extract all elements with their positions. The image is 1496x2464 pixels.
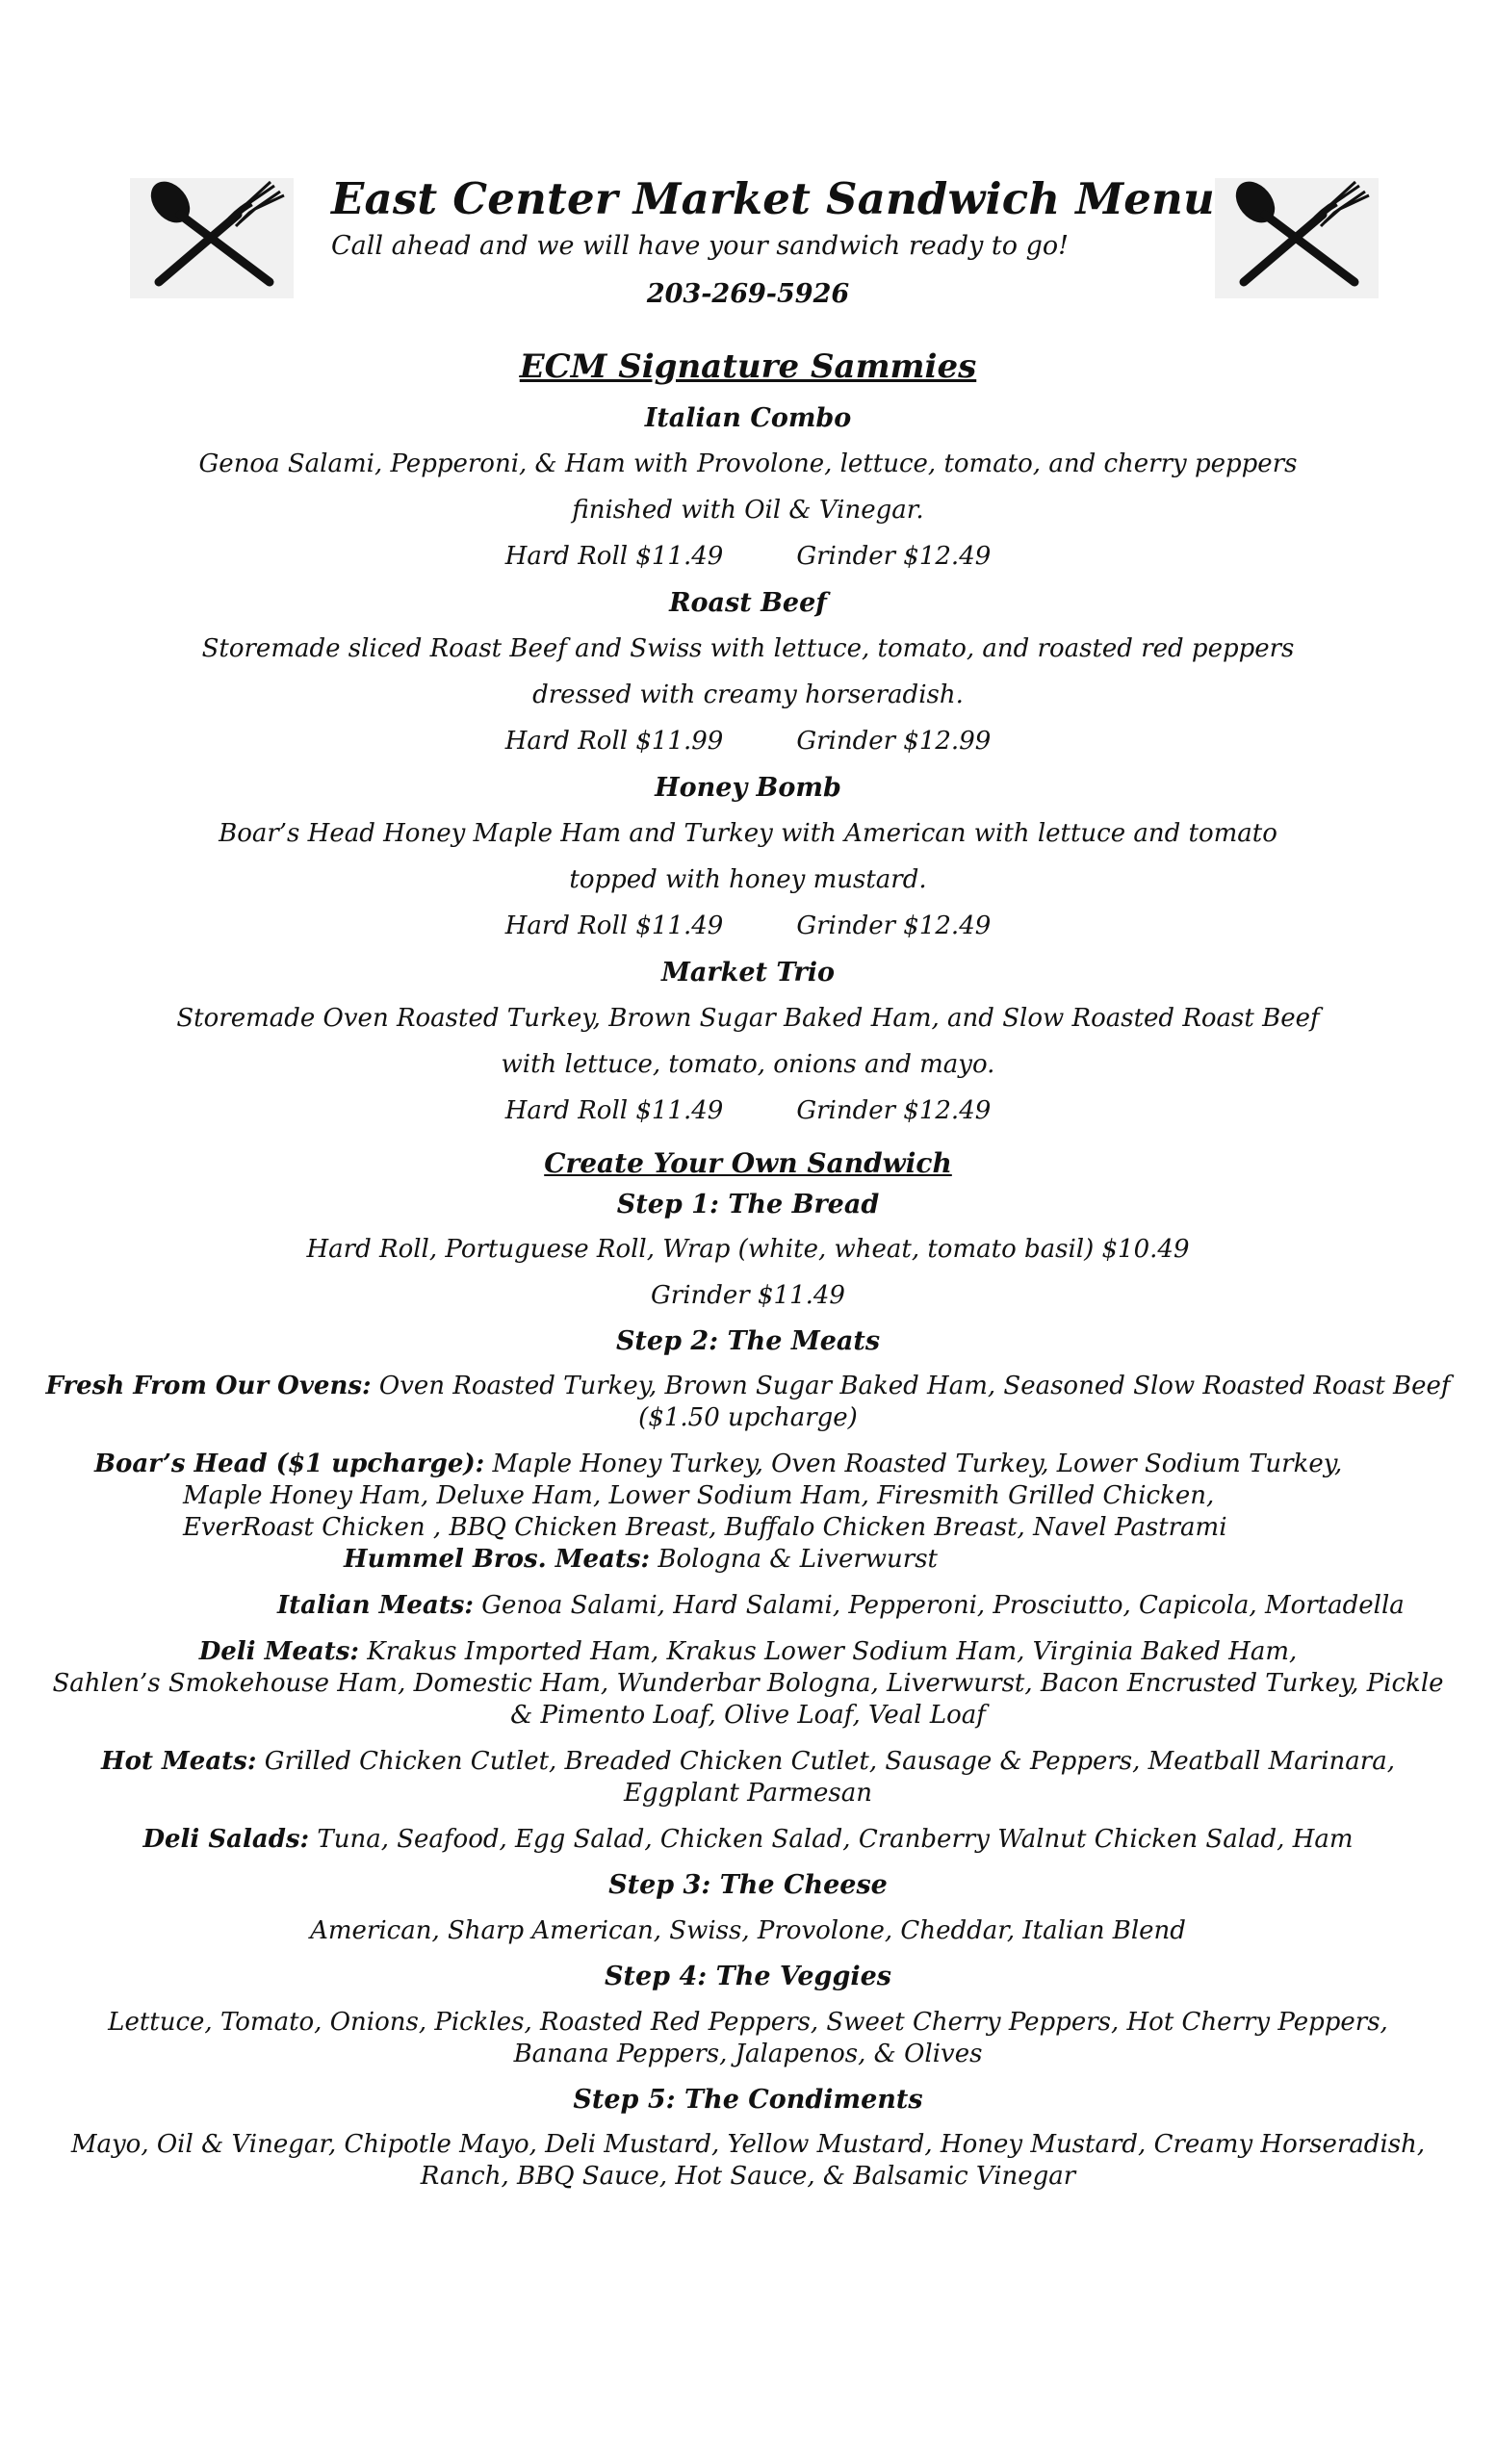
item-description: with lettuce, tomato, onions and mayo. (501, 1050, 995, 1079)
step-title: Step 4: The Veggies (605, 1962, 891, 1991)
meats-deli (39, 1636, 1457, 1668)
price-hard-roll: Hard Roll $11.49 (504, 1096, 724, 1125)
item-prices (39, 911, 1457, 942)
item-description: Genoa Salami, Pepperoni, & Ham with Provolone, lettuce, tomato, and cherry peppers (198, 449, 1298, 478)
meats-italian-label: Italian Meats: (277, 1591, 474, 1620)
price-grinder: Grinder $12.49 (796, 911, 992, 940)
item-name: Roast Beef (669, 588, 827, 618)
item-description: finished with Oil & Vinegar. (572, 496, 924, 525)
meats-salads-text: Tuna, Seafood, Egg Salad, Chicken Salad, Cranberry Walnut Chicken Salad, Ham (317, 1825, 1354, 1854)
item-name: Market Trio (661, 958, 835, 988)
meats-boars-text: Maple Honey Ham, Deluxe Ham, Lower Sodium Ham, Firesmith Grilled Chicken, (183, 1481, 1215, 1510)
item-description: Storemade Oven Roasted Turkey, Brown Sugar Baked Ham, and Slow Roasted Roast Beef (176, 1004, 1320, 1033)
meats-boars-text: Maple Honey Turkey, Oven Roasted Turkey, Lower Sodium Turkey, (492, 1450, 1343, 1478)
meats-salads (39, 1824, 1457, 1856)
step-text: American, Sharp American, Swiss, Provolone, Cheddar, Italian Blend (310, 1916, 1186, 1945)
price-hard-roll: Hard Roll $11.99 (504, 727, 724, 756)
item-description: dressed with creamy horseradish. (532, 680, 964, 709)
meats-deli-label: Deli Meats: (198, 1637, 360, 1666)
step-text: Grinder $11.49 (651, 1281, 845, 1310)
page-title: East Center Market Sandwich Menu (331, 173, 1215, 224)
price-grinder: Grinder $12.49 (796, 542, 992, 571)
meats-boars-label: Boar’s Head ($1 upcharge): (94, 1450, 485, 1478)
item-name: Honey Bomb (655, 773, 841, 803)
meats-hummel-text: Bologna & Liverwurst (658, 1545, 939, 1574)
step-title: Step 2: The Meats (615, 1326, 881, 1356)
meats-fresh (39, 1371, 1457, 1402)
meats-deli-text: & Pimento Loaf, Olive Loaf, Veal Loaf (510, 1701, 986, 1730)
price-hard-roll: Hard Roll $11.49 (504, 542, 724, 571)
step-text: Banana Peppers, Jalapenos, & Olives (513, 2040, 983, 2068)
meats-italian-text: Genoa Salami, Hard Salami, Pepperoni, Prosciutto, Capicola, Mortadella (481, 1591, 1405, 1620)
meats-italian (277, 1590, 1405, 1622)
meats-boars-head (94, 1449, 1342, 1480)
meats-hummel-label: Hummel Bros. Meats: (344, 1545, 651, 1574)
page-subtitle: Call ahead and we will have your sandwich ready to go! (331, 231, 1069, 261)
meats-fresh-label: Fresh From Our Ovens: (45, 1372, 372, 1400)
price-grinder: Grinder $12.99 (796, 727, 992, 756)
item-prices (39, 1095, 1457, 1127)
item-prices (39, 541, 1457, 573)
step-text: Ranch, BBQ Sauce, Hot Sauce, & Balsamic Vinegar (420, 2162, 1076, 2191)
item-name: Italian Combo (644, 403, 852, 433)
meats-hot-text: Eggplant Parmesan (623, 1779, 873, 1808)
section-heading-signature: ECM Signature Sammies (519, 347, 977, 386)
meats-deli-text: Sahlen’s Smokehouse Ham, Domestic Ham, Wunderbar Bologna, Liverwurst, Bacon Encrusted Turkey, Pickle (52, 1669, 1444, 1698)
step-text: Mayo, Oil & Vinegar, Chipotle Mayo, Deli Mustard, Yellow Mustard, Honey Mustard, Creamy Horseradish, (70, 2130, 1426, 2159)
meats-hot-label: Hot Meats: (101, 1747, 257, 1776)
step-text: Hard Roll, Portuguese Roll, Wrap (white, wheat, tomato basil) $10.49 (306, 1235, 1190, 1264)
meats-hummel (344, 1544, 938, 1576)
step-text: Lettuce, Tomato, Onions, Pickles, Roasted Red Peppers, Sweet Cherry Peppers, Hot Cherry Peppers, (108, 2008, 1388, 2037)
phone-number: 203-269-5926 (646, 279, 850, 309)
item-description: topped with honey mustard. (569, 865, 927, 894)
price-hard-roll: Hard Roll $11.49 (504, 911, 724, 940)
section-heading-create: Create Your Own Sandwich (544, 1147, 952, 1179)
item-description: Boar’s Head Honey Maple Ham and Turkey with American with lettuce and tomato (219, 819, 1277, 848)
meats-salads-label: Deli Salads: (142, 1825, 310, 1854)
meats-fresh-upcharge: ($1.50 upcharge) (638, 1403, 858, 1432)
step-title: Step 1: The Bread (616, 1190, 880, 1219)
meats-boars-text: EverRoast Chicken , BBQ Chicken Breast, Buffalo Chicken Breast, Navel Pastrami (183, 1513, 1227, 1542)
meats-deli-text: Krakus Imported Ham, Krakus Lower Sodium Ham, Virginia Baked Ham, (367, 1637, 1298, 1666)
meats-fresh-text: Oven Roasted Turkey, Brown Sugar Baked Ham, Seasoned Slow Roasted Roast Beef (378, 1372, 1451, 1400)
step-title: Step 5: The Condiments (573, 2085, 923, 2115)
meats-hot (39, 1746, 1457, 1778)
item-prices (39, 726, 1457, 757)
meats-hot-text: Grilled Chicken Cutlet, Breaded Chicken Cutlet, Sausage & Peppers, Meatball Marinara, (264, 1747, 1395, 1776)
price-grinder: Grinder $12.49 (796, 1096, 992, 1125)
step-title: Step 3: The Cheese (608, 1870, 888, 1900)
item-description: Storemade sliced Roast Beef and Swiss with lettuce, tomato, and roasted red peppers (201, 634, 1295, 663)
